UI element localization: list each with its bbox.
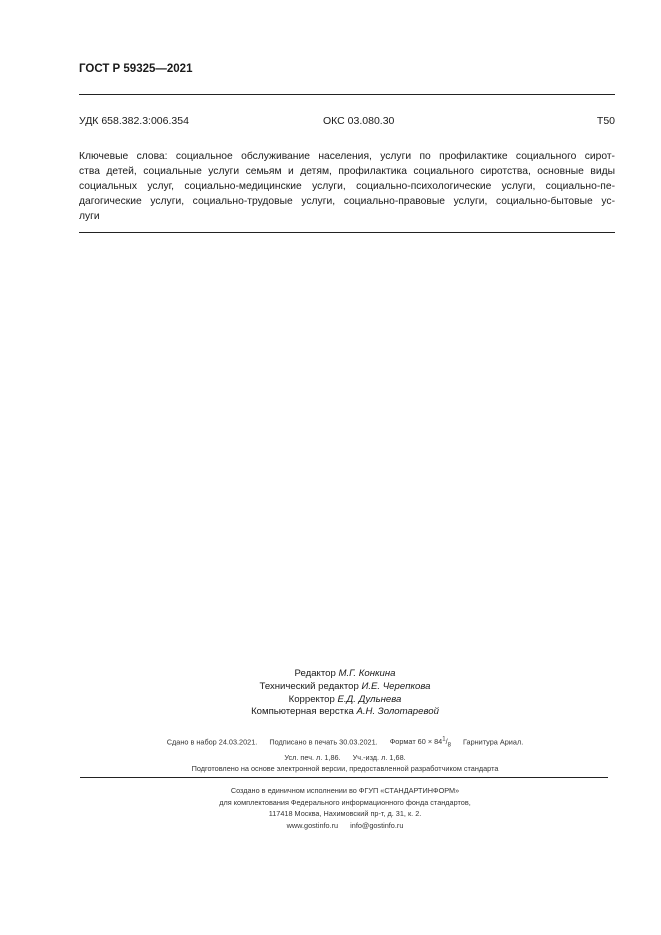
signed-date: Подписано в печать 30.03.2021. xyxy=(269,737,378,747)
corrector-name: Е.Д. Дульнева xyxy=(337,693,402,705)
format-sup: 1 xyxy=(442,737,446,743)
editor-line xyxy=(180,668,510,681)
editor-label: Редактор xyxy=(294,668,336,679)
layout-label: Компьютерная верстка xyxy=(251,706,354,718)
publisher-block xyxy=(80,785,610,831)
oks-code: ОКС 03.080.30 xyxy=(323,115,395,127)
imprint-line-2 xyxy=(80,752,610,763)
website-link[interactable]: www.gostinfo.ru xyxy=(286,820,339,830)
pub-sheets: Уч.-изд. л. 1,68. xyxy=(352,752,406,762)
publisher-contacts xyxy=(80,820,610,832)
credits-block xyxy=(180,668,510,719)
udk-code: УДК 658.382.3:006.354 xyxy=(79,115,189,127)
imprint-block xyxy=(80,735,610,774)
editor-name: М.Г. Конкина xyxy=(338,668,396,679)
typeface: Гарнитура Ариал. xyxy=(462,737,524,747)
keywords-line: Ключевые слова: социальное обслуживание населения, услуги по профилактике социального сирот- xyxy=(79,151,615,162)
corrector-line xyxy=(180,694,510,707)
keywords-line: дагогические услуги, социально-трудовые услуги, социально-правовые услуги, социально-бытовые ус- xyxy=(79,196,615,207)
header-divider xyxy=(79,94,615,95)
tech-editor-label: Технический редактор xyxy=(259,680,359,692)
corrector-label: Корректор xyxy=(288,693,335,705)
imprint-divider xyxy=(80,777,608,778)
keywords-line: социальных услуг, социально-медицинские услуги, социально-психологические услуги, социально-пе- xyxy=(79,181,615,192)
prepared-note: Подготовлено на основе электронной версии, предоставленной разработчиком стандарта xyxy=(191,763,499,773)
keywords-line: ства детей, социальные услуги семьям и детям, профилактика социального сиротства, основные виды xyxy=(79,166,615,177)
publisher-line-1: Создано в единичном исполнении во ФГУП «СТАНДАРТИНФОРМ» xyxy=(230,786,460,795)
publisher-line-2: для комплектования Федерального информационного фонда стандартов, xyxy=(219,797,471,807)
tech-editor-line xyxy=(180,681,510,694)
tech-editor-name: И.Е. Черепкова xyxy=(361,680,431,692)
keywords-divider xyxy=(79,232,615,233)
keywords-block xyxy=(79,149,615,224)
submitted-date: Сдано в набор 24.03.2021. xyxy=(166,737,258,747)
imprint-line-1 xyxy=(80,735,610,752)
keywords-line: луги xyxy=(79,211,100,222)
publisher-address: 117418 Москва, Нахимовский пр-т, д. 31, к. 2. xyxy=(268,809,422,818)
layout-name: А.Н. Золотаревой xyxy=(356,706,439,718)
email-link[interactable]: info@gostinfo.ru xyxy=(350,820,404,830)
format-sub: 8 xyxy=(447,742,451,749)
group-code: Т50 xyxy=(596,115,615,127)
layout-line xyxy=(180,706,510,719)
print-sheets: Усл. печ. л. 1,86. xyxy=(284,752,341,762)
standard-number: ГОСТ Р 59325—2021 xyxy=(79,63,193,75)
format: Формат $60 \times 84^1/_8$ xyxy=(389,737,451,749)
